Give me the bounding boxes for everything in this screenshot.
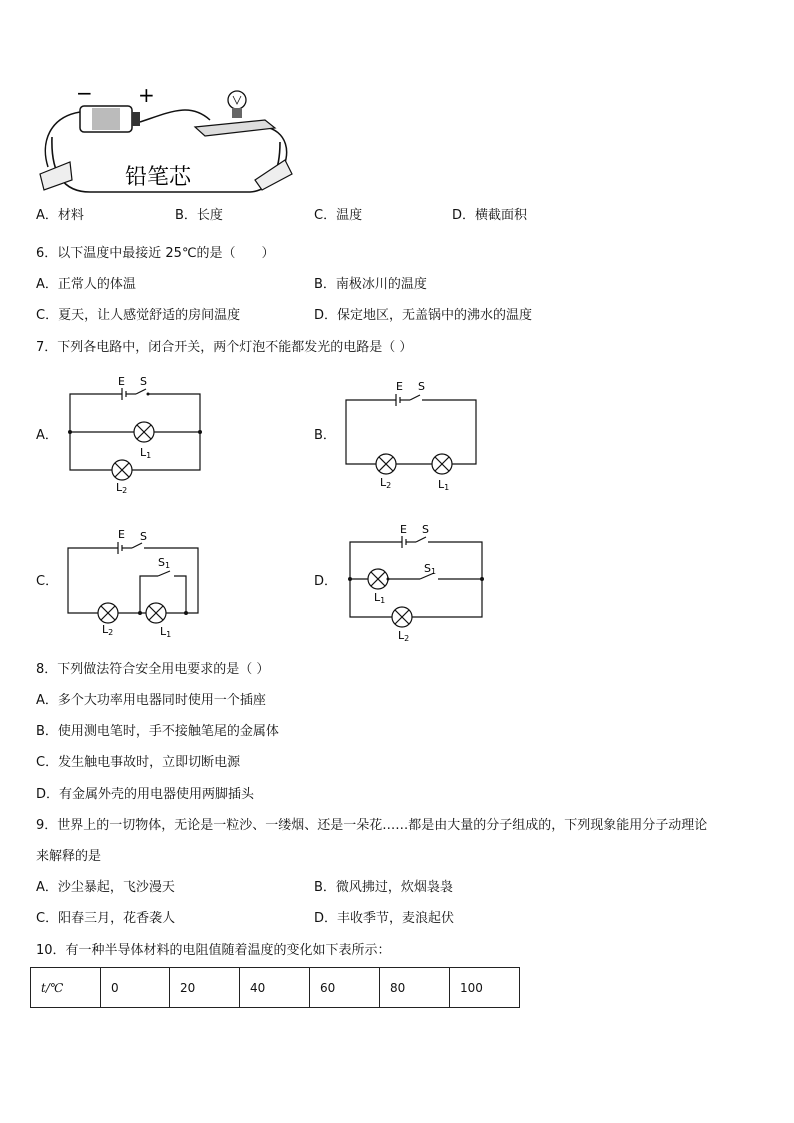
q5-option-d[interactable]: D．横截面积 bbox=[452, 208, 528, 223]
figure-minus-sign: − bbox=[76, 82, 93, 105]
q9-option-b[interactable]: B．微风拂过，炊烟袅袅 bbox=[314, 880, 453, 895]
q6-option-c[interactable]: C．夏天，让人感觉舒适的房间温度 bbox=[36, 308, 241, 323]
q7-circuit-c bbox=[58, 528, 208, 643]
q8-option-a[interactable]: A．多个大功率用电器同时使用一个插座 bbox=[36, 693, 266, 708]
q7-option-a-label[interactable]: A． bbox=[36, 428, 58, 443]
q7b-label-l2: L2 bbox=[380, 476, 392, 490]
resistance-temperature-table bbox=[30, 967, 520, 1008]
q6-option-d[interactable]: D．保定地区，无盖锅中的沸水的温度 bbox=[314, 308, 533, 323]
q9-option-d[interactable]: D．丰收季节，麦浪起伏 bbox=[314, 911, 455, 926]
pencil-lead-circuit-figure bbox=[30, 82, 300, 200]
table-cell: 40 bbox=[240, 968, 310, 1008]
q8-stem: 8．下列做法符合安全用电要求的是（ ） bbox=[36, 662, 270, 677]
q6-option-a[interactable]: A．正常人的体温 bbox=[36, 277, 136, 292]
q7a-label-s: S bbox=[140, 375, 147, 388]
table-cell: 100 bbox=[450, 968, 520, 1008]
q7c-label-s1: S1 bbox=[158, 556, 171, 570]
q9-option-a[interactable]: A．沙尘暴起，飞沙漫天 bbox=[36, 880, 175, 895]
q6-option-b[interactable]: B．南极冰川的温度 bbox=[314, 277, 427, 292]
q9-stem-line2: 来解释的是 bbox=[36, 849, 102, 864]
q7c-label-s: S bbox=[140, 530, 147, 543]
q7b-label-l1: L1 bbox=[438, 478, 450, 492]
q7-circuit-b bbox=[336, 378, 486, 493]
q7c-label-l1: L1 bbox=[160, 625, 172, 639]
q5-option-a[interactable]: A．材料 bbox=[36, 208, 84, 223]
q8-option-d[interactable]: D．有金属外壳的用电器使用两脚插头 bbox=[36, 787, 255, 802]
q7-circuit-d bbox=[340, 520, 490, 645]
q7c-label-e: E bbox=[118, 528, 125, 541]
q7-option-c-label[interactable]: C． bbox=[36, 574, 59, 589]
table-cell: 60 bbox=[310, 968, 380, 1008]
table-cell: 80 bbox=[380, 968, 450, 1008]
q5-option-c[interactable]: C．温度 bbox=[314, 208, 363, 223]
q7d-label-l2: L2 bbox=[398, 629, 410, 643]
figure-plus-sign: + bbox=[138, 83, 155, 107]
q9-stem-line1: 9．世界上的一切物体，无论是一粒沙、一缕烟、还是一朵花……都是由大量的分子组成的，下列现象能用分子动理论 bbox=[36, 818, 708, 833]
q7c-label-l2: L2 bbox=[102, 623, 114, 637]
table-cell: 20 bbox=[170, 968, 240, 1008]
q7d-label-l1: L1 bbox=[374, 591, 386, 605]
q7-option-b-label[interactable]: B． bbox=[314, 428, 336, 443]
q7d-label-s1: S1 bbox=[424, 562, 437, 576]
table-header-cell: t/℃ bbox=[31, 968, 101, 1008]
table-cell: 0 bbox=[101, 968, 170, 1008]
q7a-label-l1: L1 bbox=[140, 446, 152, 460]
q7d-label-e: E bbox=[400, 523, 407, 536]
q7a-label-l2: L2 bbox=[116, 481, 128, 495]
table-row bbox=[31, 968, 520, 1008]
figure-label-pencil-lead: 铅笔芯 bbox=[125, 165, 192, 190]
q10-stem: 10．有一种半导体材料的电阻值随着温度的变化如下表所示： bbox=[36, 943, 391, 958]
q7-circuit-a bbox=[60, 370, 210, 495]
q8-option-b[interactable]: B．使用测电笔时，手不接触笔尾的金属体 bbox=[36, 724, 279, 739]
q7b-label-e: E bbox=[396, 380, 403, 393]
q7d-label-s: S bbox=[422, 523, 429, 536]
q8-option-c[interactable]: C．发生触电事故时，立即切断电源 bbox=[36, 755, 241, 770]
q9-option-c[interactable]: C．阳春三月，花香袭人 bbox=[36, 911, 176, 926]
q7b-label-s: S bbox=[418, 380, 425, 393]
q7-option-d-label[interactable]: D． bbox=[314, 574, 338, 589]
q5-option-b[interactable]: B．长度 bbox=[175, 208, 223, 223]
q6-stem: 6．以下温度中最接近 25℃的是（ ） bbox=[36, 246, 275, 261]
q7a-label-e: E bbox=[118, 375, 125, 388]
q7-stem: 7．下列各电路中，闭合开关，两个灯泡不能都发光的电路是（ ） bbox=[36, 340, 413, 355]
